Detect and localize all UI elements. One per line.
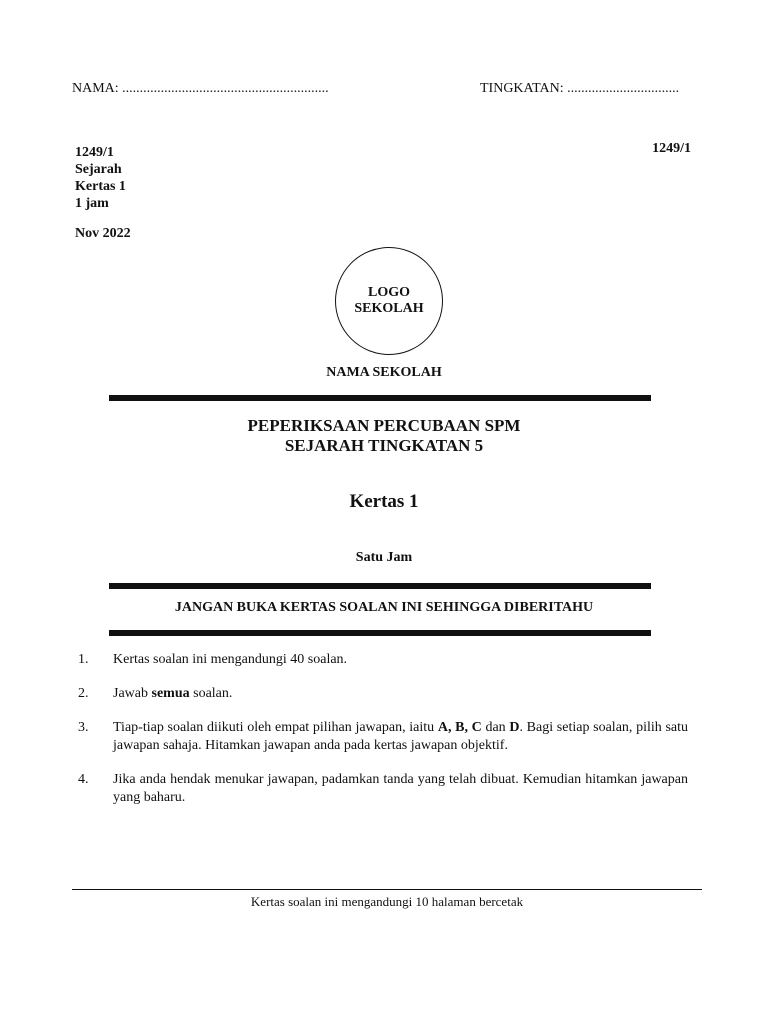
exam-title [0, 416, 768, 456]
logo-text-line1: LOGO [367, 285, 410, 300]
paper-code: 1249/1 [75, 145, 114, 160]
instructions-list [78, 651, 688, 823]
exam-date: Nov 2022 [75, 226, 131, 241]
instruction-text: Kertas soalan ini mengandungi 40 soalan. [113, 652, 348, 667]
instruction-item [78, 685, 688, 703]
paper-duration: 1 jam [75, 196, 109, 211]
instruction-text: Tiap-tiap soalan diikuti oleh empat pilihan jawapan, iaitu A, B, C dan D. Bagi setiap soalan, pilih satu jawapan sahaja. Hitamkan jawapan anda pada kertas jawapan objektif. [113, 720, 689, 753]
logo-text-line2: SEKOLAH [354, 301, 424, 316]
paper-info-block [75, 144, 126, 212]
instruction-number: 4. [78, 772, 89, 787]
instruction-number: 3. [78, 720, 89, 735]
instruction-text: Jika anda hendak menukar jawapan, padamkan tanda yang telah dibuat. Kemudian hitamkan jawapan yang baharu. [113, 772, 688, 805]
divider-top [109, 395, 651, 401]
instruction-number: 2. [78, 686, 89, 701]
paper-number: Kertas 1 [75, 179, 126, 194]
school-logo [335, 247, 443, 355]
divider-warning-top [109, 583, 651, 589]
footer-text: Kertas soalan ini mengandungi 10 halaman bercetak [250, 894, 524, 909]
warning-notice: JANGAN BUKA KERTAS SOALAN INI SEHINGGA DIBERITAHU [174, 600, 594, 615]
tingkatan-field[interactable]: TINGKATAN: ................................ [480, 81, 680, 96]
instruction-item [78, 719, 688, 755]
school-name: NAMA SEKOLAH [326, 365, 442, 380]
divider-warning-bottom [109, 630, 651, 636]
nama-field[interactable]: NAMA: ........................................................... [72, 81, 329, 96]
footer-divider [72, 889, 702, 890]
instruction-text: Jawab semua soalan. [113, 686, 233, 701]
paper-title: Kertas 1 [349, 491, 419, 512]
subject-name: Sejarah [75, 162, 122, 177]
instruction-item [78, 771, 688, 807]
exam-title-line1: PEPERIKSAAN PERCUBAAN SPM [247, 416, 521, 435]
paper-code-right: 1249/1 [652, 141, 691, 156]
instruction-number: 1. [78, 652, 89, 667]
instruction-item [78, 651, 688, 669]
duration-text: Satu Jam [355, 550, 413, 565]
student-info-fields [72, 81, 692, 101]
exam-title-line2: SEJARAH TINGKATAN 5 [284, 436, 484, 455]
